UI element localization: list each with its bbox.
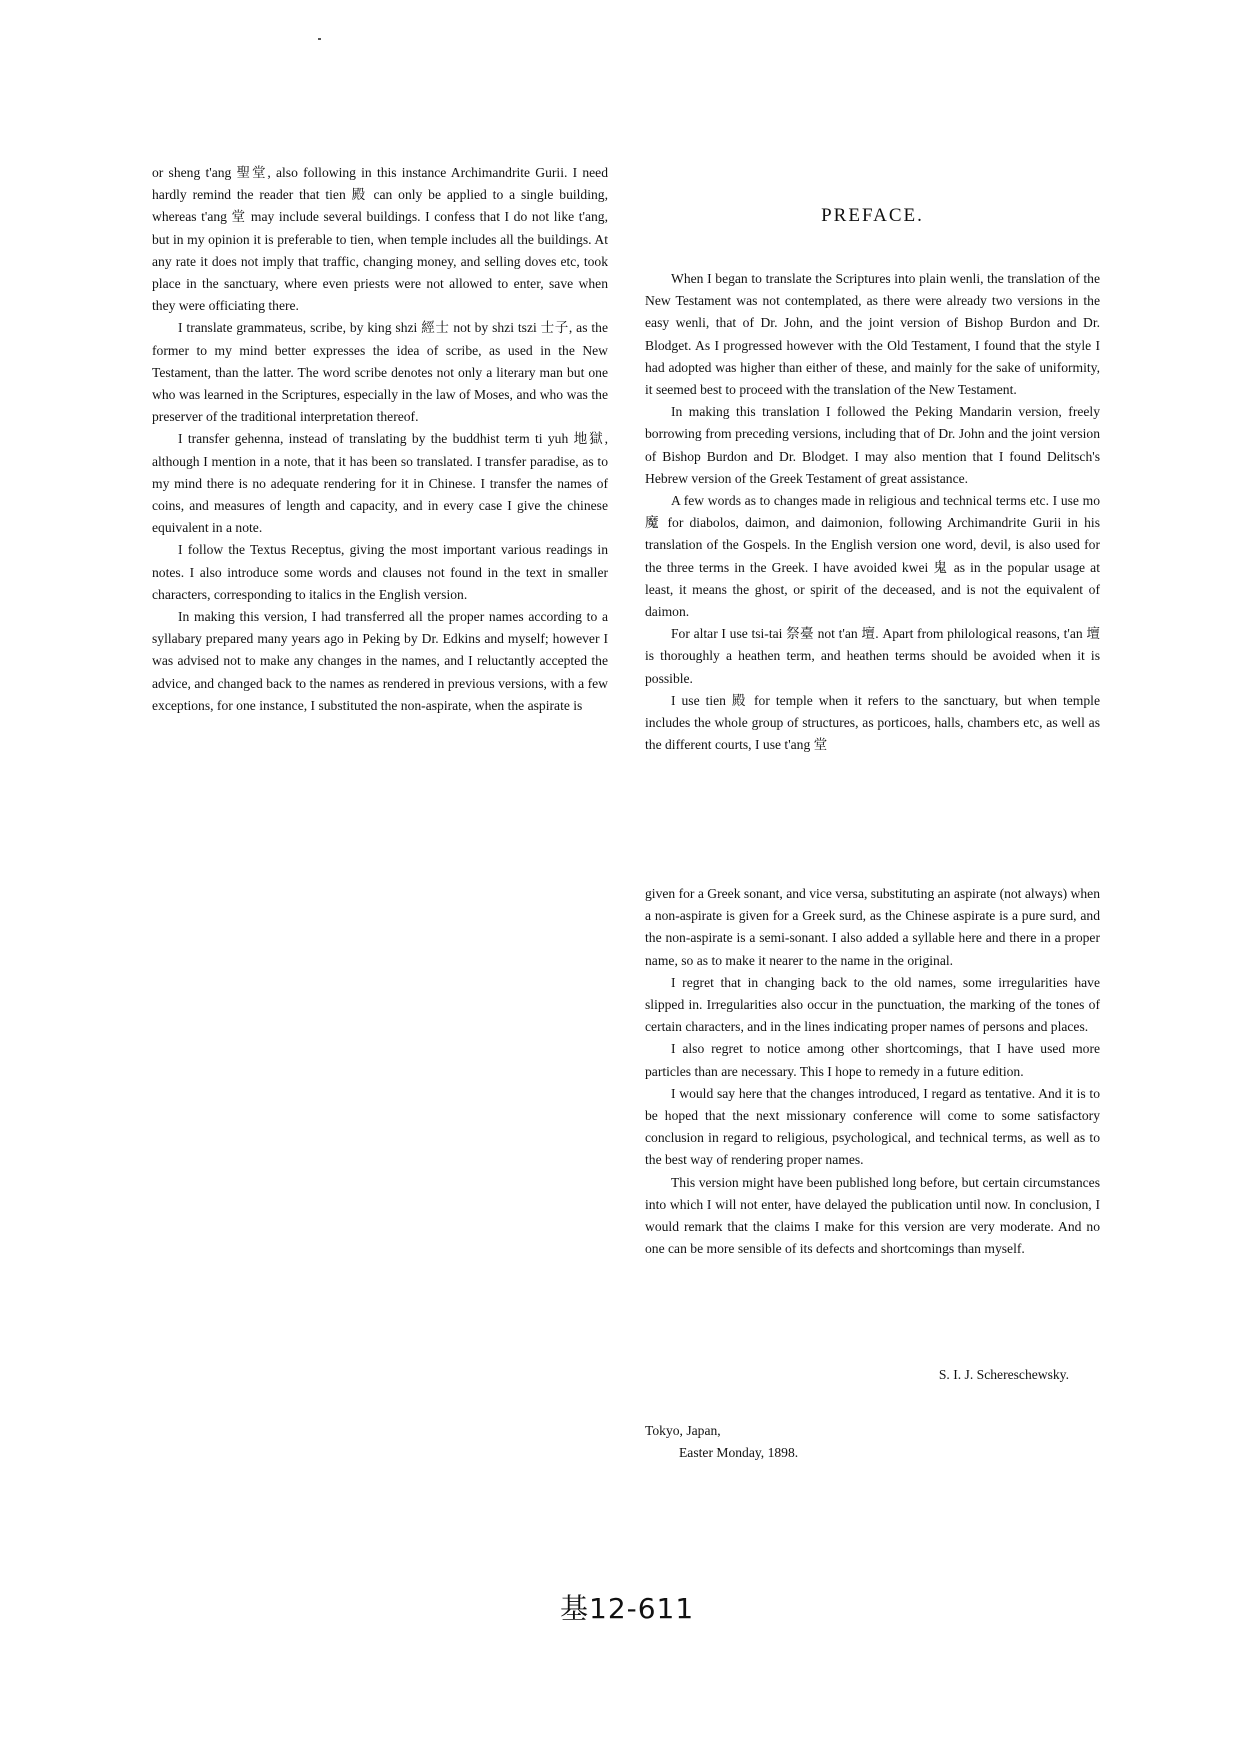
left-paragraph-2: I translate grammateus, scribe, by king shzi 經士 not by shzi tszi 士子, as the former to my mind better expresses the idea of scribe, as used in the New Testament, than the latter. The word scribe denotes not only a literary man but one who was learned in the Scriptures, especially in the law of Moses, and who was the preserver of the traditional interpretation thereof.	[152, 320, 608, 425]
right-top-paragraph-2: In making this translation I followed the Peking Mandarin version, freely borrowing from preceding versions, including that of Dr. John and the joint version of Bishop Burdon and Dr. Blodget. I may also mention that I found Delitsch's Hebrew version of the Greek Testament of great assistance.	[645, 404, 1100, 486]
left-column	[152, 162, 608, 717]
right-top-paragraph-3: A few words as to changes made in religious and technical terms etc. I use mo 魔 for diabolos, daimon, and daimonion, following Archimandrite Gurii in his translation of the Gospels. In the English version one word, devil, is also used for the three terms in the Greek. I have avoided kwei 鬼 as in the popular usage at least, it means the ghost, or spirit of the deceased, and is not the equivalent of daimon.	[645, 493, 1100, 620]
left-paragraph-4: I follow the Textus Receptus, giving the most important various readings in notes. I also introduce some words and clauses not found in the text in smaller characters, corresponding to italics in the English version.	[152, 542, 608, 602]
left-paragraph-3: I transfer gehenna, instead of translating by the buddhist term ti yuh 地獄, although I mention in a note, that it has been so translated. I transfer paradise, as to my mind there is no adequate rendering for it in Chinese. I transfer the names of coins, and measures of length and capacity, and in every case I give the chinese equivalent in a note.	[152, 431, 608, 536]
left-paragraph-1: or sheng t'ang 聖堂, also following in this instance Archimandrite Gurii. I need hardly remind the reader that tien 殿 can only be applied to a single building, whereas t'ang 堂 may include several buildings. I confess that I do not like t'ang, but in my opinion it is preferable to tien, when temple includes all the buildings. At any rate it does not imply that traffic, changing money, and selling doves etc, took place in the sanctuary, where even priests were not allowed to enter, save when they were officiating there.	[152, 165, 608, 314]
right-top-paragraph-4: For altar I use tsi-tai 祭臺 not t'an 壇. Apart from philological reasons, t'an 壇 is thoroughly a heathen term, and heathen terms should be avoided when it is possible.	[645, 626, 1100, 686]
preface-title: PREFACE.	[821, 205, 924, 226]
right-top-paragraph-1: When I began to translate the Scriptures into plain wenli, the translation of the New Testament was not contemplated, as there were already two versions in the easy wenli, that of Dr. John, and the joint version of Bishop Burdon and Dr. Blodget. As I progressed however with the Old Testament, I found that the style I had adopted was higher than either of these, and mainly for the sake of uniformity, it seemed best to proceed with the translation of the New Testament.	[645, 271, 1100, 398]
right-column-bottom	[645, 883, 1100, 1260]
scan-speck	[318, 38, 321, 40]
left-paragraph-5: In making this version, I had transferred all the proper names according to a syllabary prepared many years ago in Peking by Dr. Edkins and myself; however I was advised not to make any changes in the names, and I reluctantly accepted the advice, and changed back to the names as rendered in previous versions, with a few exceptions, for one instance, I substituted the non-aspirate, when the aspirate is	[152, 609, 608, 713]
place: Tokyo, Japan,	[645, 1423, 721, 1438]
right-top-paragraph-5: I use tien 殿 for temple when it refers to the sanctuary, but when temple includes the whole group of structures, as porticoes, halls, chambers etc, as well as the different courts, I use t'ang 堂	[645, 692, 1100, 753]
right-column-top	[645, 268, 1100, 756]
author-signature: S. I. J. Schereschewsky.	[938, 1367, 1069, 1382]
right-bottom-paragraph-2: I regret that in changing back to the old names, some irregularities have slipped in. Irregularities also occur in the punctuation, the marking of the tones of certain characters, and in the lines indicating proper names of persons and places.	[645, 974, 1100, 1035]
right-bottom-paragraph-5: This version might have been published long before, but certain circumstances into which I will not enter, have delayed the publication until now. In conclusion, I would remark that the claims I make for this version are very moderate. And no one can be more sensible of its defects and shortcomings than myself.	[645, 1174, 1100, 1257]
date: Easter Monday, 1898.	[679, 1445, 799, 1460]
right-bottom-paragraph-4: I would say here that the changes introduced, I regard as tentative. And it is to be hoped that the next missionary conference will come to some satisfactory conclusion in regard to religious, psychological, and technical terms, as well as to the best way of rendering proper names.	[645, 1085, 1100, 1168]
page-number: 基12-611	[560, 1592, 695, 1625]
right-bottom-paragraph-1: given for a Greek sonant, and vice versa, substituting an aspirate (not always) when a non-aspirate is given for a Greek surd, as the Chinese aspirate is a pure surd, and the non-aspirate is a semi-sonant. I also added a syllable here and there in a proper name, so as to make it nearer to the name in the original.	[645, 886, 1100, 968]
place-and-date	[645, 1420, 798, 1464]
right-bottom-paragraph-3: I also regret to notice among other shortcomings, that I have used more particles than are necessary. This I hope to remedy in a future edition.	[645, 1041, 1100, 1079]
